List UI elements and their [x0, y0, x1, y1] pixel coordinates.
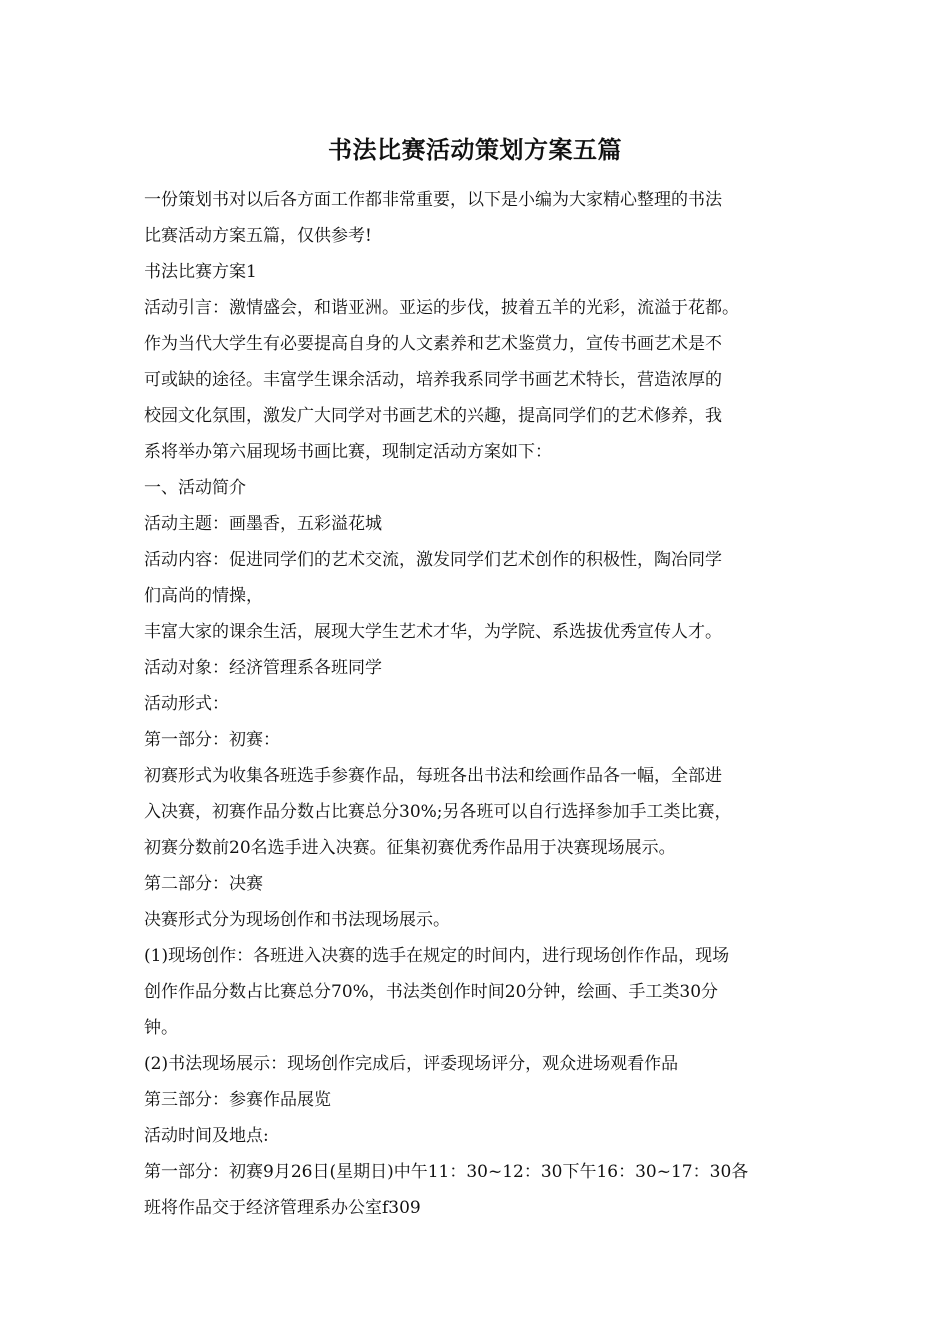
- paragraph: [144, 182, 834, 254]
- paragraph: [144, 290, 834, 470]
- paragraph: [144, 254, 834, 290]
- text-line: 入决赛，初赛作品分数占比赛总分30%;另各班可以自行选择参加手工类比赛，: [144, 802, 732, 822]
- paragraph: [144, 1046, 834, 1082]
- paragraph: [144, 866, 834, 902]
- text-line: 第一部分：初赛：: [144, 730, 280, 750]
- text-line: 初赛形式为收集各班选手参赛作品，每班各出书法和绘画作品各一幅，全部进: [144, 766, 722, 786]
- text-line: 活动主题：画墨香，五彩溢花城: [144, 514, 382, 534]
- document-body: [144, 182, 834, 1226]
- paragraph: [144, 470, 834, 506]
- text-line: 班将作品交于经济管理系办公室f309: [144, 1198, 421, 1218]
- text-line: 活动形式：: [144, 694, 229, 714]
- text-line: 活动时间及地点:: [144, 1126, 269, 1146]
- text-line: 书法比赛方案1: [144, 262, 257, 282]
- text-line: 活动引言：激情盛会，和谐亚洲。亚运的步伐，披着五羊的光彩，流溢于花都。: [144, 298, 739, 318]
- paragraph: [144, 1082, 834, 1118]
- text-line: 可或缺的途径。丰富学生课余活动，培养我系同学书画艺术特长，营造浓厚的: [144, 370, 722, 390]
- text-line: 比赛活动方案五篇，仅供参考!: [144, 226, 372, 246]
- text-line: (1)现场创作：各班进入决赛的选手在规定的时间内，进行现场创作作品，现场: [144, 946, 730, 966]
- text-line: 决赛形式分为现场创作和书法现场展示。: [144, 910, 450, 930]
- paragraph: [144, 686, 834, 722]
- text-line: 校园文化氛围，激发广大同学对书画艺术的兴趣，提高同学们的艺术修养，我: [144, 406, 722, 426]
- text-line: 一、活动简介: [144, 478, 246, 498]
- text-line: 活动内容：促进同学们的艺术交流，激发同学们艺术创作的积极性，陶冶同学: [144, 550, 722, 570]
- text-line: (2)书法现场展示：现场创作完成后，评委现场评分，观众进场观看作品: [144, 1054, 679, 1074]
- text-line: 们高尚的情操，: [144, 586, 263, 606]
- paragraph: [144, 758, 834, 866]
- paragraph: [144, 542, 834, 614]
- text-line: 丰富大家的课余生活，展现大学生艺术才华，为学院、系选拔优秀宣传人才。: [144, 622, 722, 642]
- text-line: 第二部分：决赛: [144, 874, 263, 894]
- document-title: 书法比赛活动策划方案五篇: [328, 135, 622, 164]
- text-line: 第一部分：初赛9月26日(星期日)中午11：30~12：30下午16：30~17：30各: [144, 1162, 749, 1182]
- text-line: 系将举办第六届现场书画比赛，现制定活动方案如下：: [144, 442, 552, 462]
- paragraph: [144, 506, 834, 542]
- text-line: 创作作品分数占比赛总分70%，书法类创作时间20分钟，绘画、手工类30分: [144, 982, 719, 1002]
- text-line: 一份策划书对以后各方面工作都非常重要，以下是小编为大家精心整理的书法: [144, 190, 722, 210]
- paragraph: [144, 938, 834, 1046]
- text-line: 初赛分数前20名选手进入决赛。征集初赛优秀作品用于决赛现场展示。: [144, 838, 676, 858]
- paragraph: [144, 614, 834, 650]
- text-line: 活动对象：经济管理系各班同学: [144, 658, 382, 678]
- paragraph: [144, 1154, 834, 1226]
- text-line: 作为当代大学生有必要提高自身的人文素养和艺术鉴赏力，宣传书画艺术是不: [144, 334, 722, 354]
- paragraph: [144, 722, 834, 758]
- text-line: 钟。: [144, 1018, 178, 1038]
- paragraph: [144, 650, 834, 686]
- paragraph: [144, 1118, 834, 1154]
- text-line: 第三部分：参赛作品展览: [144, 1090, 331, 1110]
- paragraph: [144, 902, 834, 938]
